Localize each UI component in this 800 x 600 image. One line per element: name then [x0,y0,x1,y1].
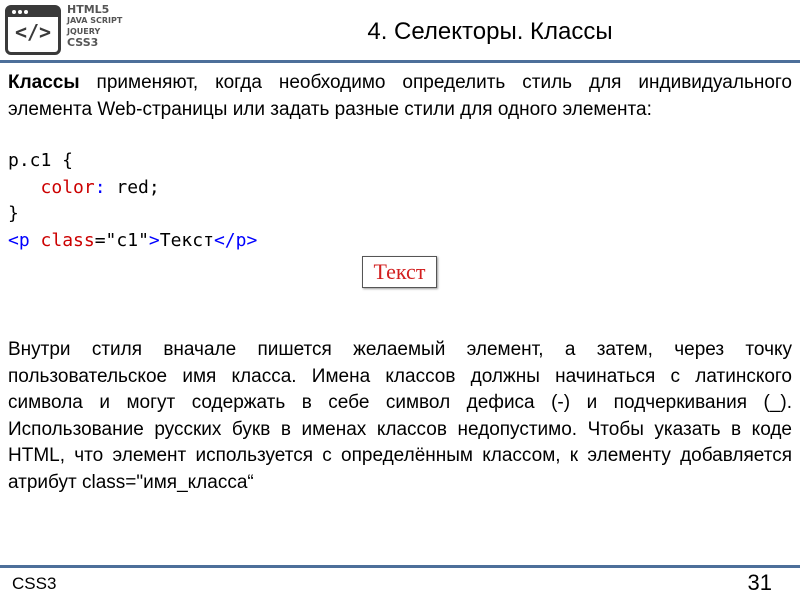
logo-line: CSS3 [67,36,99,49]
page-number: 31 [747,570,772,595]
rendered-example-box [362,256,437,288]
logo-dot [24,10,28,14]
code-lt: < [8,229,19,251]
footer-label: CSS3 [12,574,57,593]
logo-code-symbol: </> [14,20,52,44]
code-line [8,228,257,255]
code-gt: > [148,229,160,251]
footer-divider [0,565,800,568]
intro-paragraph [8,70,792,123]
slide-title: 4. Селекторы. Классы [367,18,613,45]
code-example [8,148,257,254]
logo-line: JAVA SCRIPT [67,16,123,25]
intro-text: применяют, когда необходимо определить стиль для индивидуального элемента Web-страницы или задать разные стили для одного элемента: [8,72,792,120]
code-space [30,230,41,251]
intro-bold-term: Классы [8,72,80,93]
code-line: } [8,203,19,224]
code-line: p.c1 { [8,150,74,171]
code-tag: p [18,229,30,251]
rendered-example-text: Текст [373,259,426,284]
code-text: Текст [159,229,214,251]
logo-line: HTML5 [67,3,110,16]
code-value: red; [105,176,160,198]
logo-icon [5,5,61,55]
logo-titlebar [8,8,58,17]
header-divider [0,60,800,63]
code-property: color [40,176,95,198]
logo-dot [12,10,16,14]
code-indent [8,177,41,198]
logo-text [67,3,123,49]
code-attribute: class [40,229,95,251]
code-close-tag: </p> [213,229,258,251]
code-attribute-value: ="c1" [94,229,149,251]
code-line [8,175,257,202]
logo-dot [18,10,22,14]
logo-line: JQUERY [67,27,101,36]
explanation-paragraph: Внутри стиля вначале пишется желаемый элемент, а затем, через точку пользовательское имя класса. Имена классов должны начинаться с латинского символа и могут содержать в себе символ дефиса (-) и подчеркивания (_). Использование русских букв в именах классов недопустимо. Чтобы указать в коде HTML, что элемент используется с определённым классом, к элементу добавляется атрибут class="имя_класса“ [8,339,792,493]
code-colon: : [94,176,106,198]
